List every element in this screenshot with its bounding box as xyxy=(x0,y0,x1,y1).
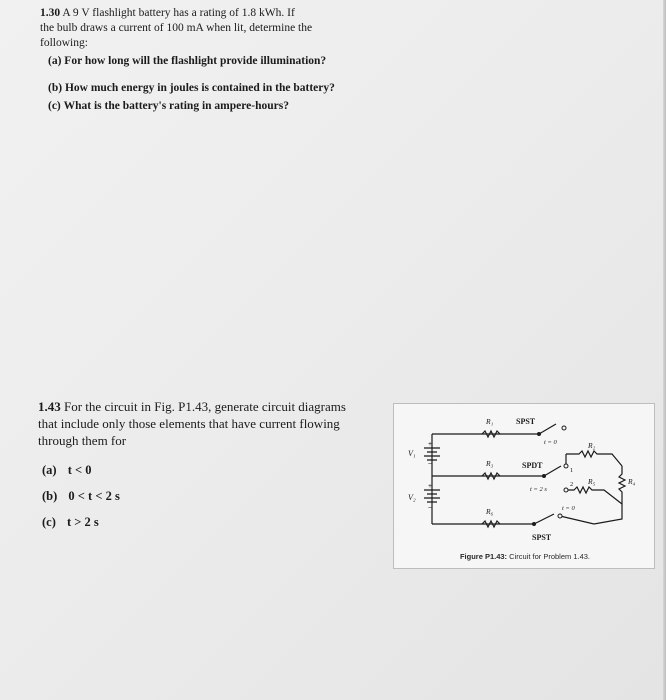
label-spst-top: SPST xyxy=(516,417,536,426)
part-a xyxy=(48,54,360,69)
part-b xyxy=(42,488,120,505)
bottom-right-wire xyxy=(560,516,594,524)
label-t0-top: t = 0 xyxy=(544,439,557,446)
label-v1: V₁ xyxy=(408,449,416,458)
label-v2-minus: − xyxy=(428,504,432,512)
label-v1-plus: + xyxy=(428,440,432,448)
part-text: How much energy in joules is contained in the battery? xyxy=(64,82,335,94)
label-r5: R₅ xyxy=(588,477,596,486)
label-r1: R₁ xyxy=(486,417,494,426)
problem-1-30 xyxy=(40,6,360,114)
figure-caption xyxy=(394,552,656,561)
circuit-diagram xyxy=(394,404,656,570)
label-pos2: 2 xyxy=(570,481,574,488)
resistor-r5 xyxy=(566,487,622,504)
label-v2: V₂ xyxy=(408,493,416,502)
contact-spdt-2 xyxy=(564,488,568,492)
part-condition: 0 < t < 2 s xyxy=(68,489,120,503)
stem-line-1: For the circuit in Fig. P1.43, generate circuit diagrams xyxy=(64,399,346,414)
contact-spst-top xyxy=(562,426,566,430)
figure-p1-43 xyxy=(393,403,655,569)
label-pos1: 1 xyxy=(570,467,574,474)
switch-spdt-blade xyxy=(544,466,561,476)
problem-1-43 xyxy=(38,398,388,529)
label-t0-bottom: t = 0 xyxy=(562,505,575,512)
stem-line-2: that include only those elements that have current flowing xyxy=(38,416,340,431)
problem-number: 1.30 xyxy=(40,7,61,19)
caption-text: Circuit for Problem 1.43. xyxy=(509,552,591,561)
part-text: What is the battery's rating in ampere-hours? xyxy=(63,100,289,112)
label-r4: R₄ xyxy=(628,477,636,486)
switch-spst-bottom-blade xyxy=(534,514,554,524)
part-text: For how long will the flashlight provide illumination? xyxy=(64,55,327,67)
contact-spst-bottom xyxy=(558,514,562,518)
label-v1-minus: − xyxy=(428,460,432,468)
label-r3: R₃ xyxy=(486,459,494,468)
resistor-r2 xyxy=(566,451,622,466)
label-spst-bottom: SPST xyxy=(532,533,552,542)
stem-line-2: the bulb draws a current of 100 mA when lit, determine the xyxy=(40,22,313,34)
part-label: (a) xyxy=(42,463,57,477)
part-condition: t > 2 s xyxy=(67,515,99,529)
node-spdt xyxy=(542,474,546,478)
label-t2s: t = 2 s xyxy=(530,486,547,493)
stem-line-3: through them for xyxy=(38,433,127,448)
caption-label: Figure P1.43: xyxy=(459,552,508,561)
label-spdt: SPDT xyxy=(522,461,543,470)
node-spst-top xyxy=(537,432,541,436)
part-label: (b) xyxy=(42,489,58,503)
switch-spst-top-blade xyxy=(539,424,556,434)
part-label: (c) xyxy=(48,100,61,112)
label-r6: R₆ xyxy=(486,507,494,516)
node-spst-bottom xyxy=(532,522,536,526)
part-label: (b) xyxy=(48,82,63,94)
part-c xyxy=(48,99,360,114)
part-c xyxy=(42,514,99,531)
part-label: (a) xyxy=(48,55,62,67)
label-v2-plus: + xyxy=(428,482,432,490)
stem-line-3: following: xyxy=(40,37,88,49)
part-a xyxy=(42,462,92,479)
part-label: (c) xyxy=(42,515,56,529)
problem-1-30-stem xyxy=(40,6,360,51)
part-b xyxy=(48,81,360,96)
part-condition: t < 0 xyxy=(67,463,92,477)
stem-line-1: A 9 V flashlight battery has a rating of 1.8 kWh. If xyxy=(62,7,295,19)
label-r2: R₂ xyxy=(588,441,596,450)
contact-spdt-1 xyxy=(564,464,568,468)
problem-1-43-stem xyxy=(38,398,388,449)
problem-number: 1.43 xyxy=(38,399,61,414)
